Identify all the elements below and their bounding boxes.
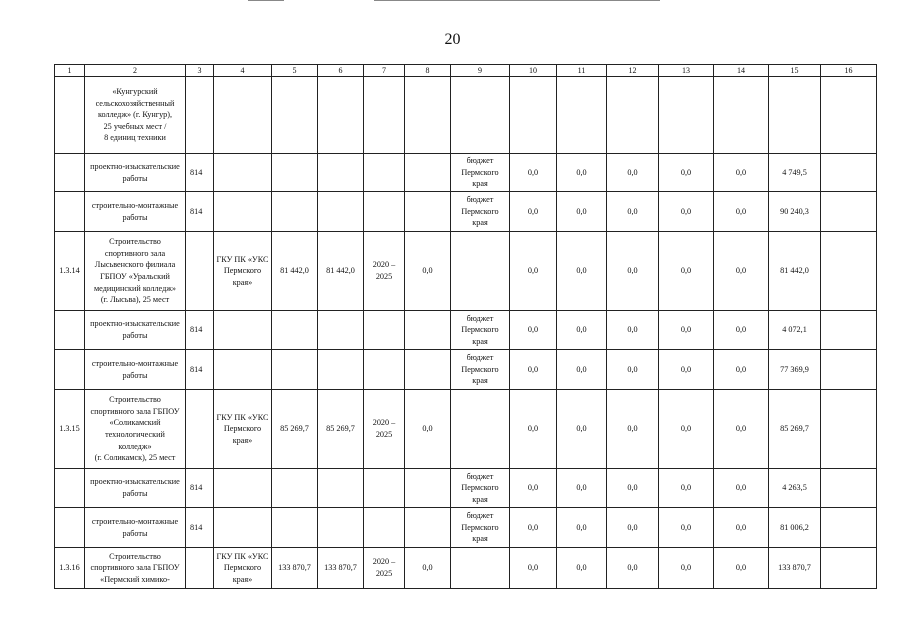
cell-year-1: 0,0: [510, 192, 557, 232]
cell-code: 814: [186, 192, 214, 232]
cell-year-3: 0,0: [607, 508, 659, 548]
cell-row-number: [55, 508, 85, 548]
cell-object-name: проектно-изыскательские работы: [85, 311, 186, 350]
column-number-year-4: 13: [659, 65, 714, 77]
column-number-funding-source: 9: [451, 65, 510, 77]
cell-row-number: [55, 192, 85, 232]
cell-funding-source: бюджет Пермского края: [451, 154, 510, 192]
cell-period: [364, 508, 405, 548]
cell-period: [364, 350, 405, 390]
cell-cost-total: [272, 192, 318, 232]
column-number-code: 3: [186, 65, 214, 77]
cell-total: 90 240,3: [769, 192, 821, 232]
cell-cost-total: 81 442,0: [272, 232, 318, 311]
cell-amount-before: 0,0: [405, 390, 451, 469]
table-body: [55, 65, 877, 589]
cell-year-1: [510, 77, 557, 154]
cell-period: [364, 154, 405, 192]
cell-notes: [821, 232, 877, 311]
cell-customer: [214, 192, 272, 232]
table-row: [55, 154, 877, 192]
cell-notes: [821, 154, 877, 192]
cell-year-4: 0,0: [659, 232, 714, 311]
cell-total: 4 749,5: [769, 154, 821, 192]
cell-year-3: 0,0: [607, 192, 659, 232]
cell-period: [364, 311, 405, 350]
cell-year-1: 0,0: [510, 469, 557, 508]
cell-period: 2020 – 2025: [364, 548, 405, 589]
cell-row-number: [55, 469, 85, 508]
cell-funding-source: бюджет Пермского края: [451, 350, 510, 390]
cell-year-1: 0,0: [510, 154, 557, 192]
cell-customer: [214, 469, 272, 508]
cell-funding-source: бюджет Пермского края: [451, 311, 510, 350]
column-number-year-3: 12: [607, 65, 659, 77]
table-row: [55, 548, 877, 589]
cell-period: [364, 469, 405, 508]
table-row: [55, 192, 877, 232]
cell-year-2: 0,0: [557, 508, 607, 548]
cell-row-number: [55, 77, 85, 154]
column-number-row-number: 1: [55, 65, 85, 77]
cell-code: 814: [186, 469, 214, 508]
cell-year-5: 0,0: [714, 469, 769, 508]
cell-year-3: [607, 77, 659, 154]
header-rule-left: [248, 0, 284, 1]
cell-code: 814: [186, 154, 214, 192]
cell-funding-source: [451, 390, 510, 469]
cell-row-number: [55, 350, 85, 390]
table-row: [55, 311, 877, 350]
header-rule-right: [374, 0, 660, 1]
cell-cost-total: 85 269,7: [272, 390, 318, 469]
cell-funding-source: [451, 232, 510, 311]
column-number-total: 15: [769, 65, 821, 77]
cell-amount-before: [405, 350, 451, 390]
cell-total: 4 072,1: [769, 311, 821, 350]
cell-year-3: 0,0: [607, 311, 659, 350]
column-number-cost-plan: 6: [318, 65, 364, 77]
cell-object-name: строительно-монтажные работы: [85, 192, 186, 232]
cell-funding-source: [451, 77, 510, 154]
cell-year-5: 0,0: [714, 192, 769, 232]
cell-year-3: 0,0: [607, 350, 659, 390]
column-number-cost-total: 5: [272, 65, 318, 77]
cell-year-2: [557, 77, 607, 154]
cell-row-number: 1.3.14: [55, 232, 85, 311]
cell-notes: [821, 77, 877, 154]
column-number-amount-before: 8: [405, 65, 451, 77]
cell-period: [364, 192, 405, 232]
cell-period: 2020 – 2025: [364, 232, 405, 311]
cell-code: [186, 232, 214, 311]
cell-year-5: 0,0: [714, 508, 769, 548]
cell-cost-plan: [318, 311, 364, 350]
cell-code: [186, 548, 214, 589]
cell-customer: [214, 154, 272, 192]
cell-year-2: 0,0: [557, 469, 607, 508]
cell-cost-total: [272, 350, 318, 390]
cell-cost-plan: [318, 350, 364, 390]
cell-notes: [821, 508, 877, 548]
cell-amount-before: [405, 508, 451, 548]
cell-customer: ГКУ ПК «УКС Пермского края»: [214, 390, 272, 469]
column-number-row: [55, 65, 877, 77]
cell-object-name: проектно-изыскательские работы: [85, 154, 186, 192]
cell-customer: [214, 311, 272, 350]
cell-notes: [821, 390, 877, 469]
cell-amount-before: [405, 192, 451, 232]
cell-notes: [821, 350, 877, 390]
cell-object-name: Строительство спортивного зала ГБПОУ «Соликамский технологический колледж» (г. Соликамск), 25 мест: [85, 390, 186, 469]
cell-year-2: 0,0: [557, 232, 607, 311]
cell-year-1: 0,0: [510, 508, 557, 548]
cell-funding-source: [451, 548, 510, 589]
cell-year-2: 0,0: [557, 154, 607, 192]
cell-year-5: 0,0: [714, 548, 769, 589]
table-row: [55, 232, 877, 311]
cell-year-5: 0,0: [714, 350, 769, 390]
cell-year-1: 0,0: [510, 311, 557, 350]
cell-customer: ГКУ ПК «УКС Пермского края»: [214, 232, 272, 311]
cell-year-4: 0,0: [659, 469, 714, 508]
page-number: 20: [444, 31, 461, 48]
cell-year-5: 0,0: [714, 311, 769, 350]
cell-amount-before: [405, 154, 451, 192]
cell-year-4: 0,0: [659, 390, 714, 469]
cell-cost-total: [272, 311, 318, 350]
column-number-period: 7: [364, 65, 405, 77]
column-number-year-2: 11: [557, 65, 607, 77]
cell-year-3: 0,0: [607, 390, 659, 469]
cell-total: 77 369,9: [769, 350, 821, 390]
cell-total: 81 006,2: [769, 508, 821, 548]
cell-year-2: 0,0: [557, 548, 607, 589]
cell-code: [186, 77, 214, 154]
cell-cost-plan: 133 870,7: [318, 548, 364, 589]
cell-year-2: 0,0: [557, 311, 607, 350]
cell-year-1: 0,0: [510, 350, 557, 390]
cell-funding-source: бюджет Пермского края: [451, 192, 510, 232]
cell-period: 2020 – 2025: [364, 390, 405, 469]
budget-table: [54, 64, 877, 589]
cell-year-4: 0,0: [659, 154, 714, 192]
cell-customer: [214, 350, 272, 390]
cell-total: 81 442,0: [769, 232, 821, 311]
cell-notes: [821, 469, 877, 508]
cell-object-name: «Кунгурский сельскохозяйственный колледж» (г. Кунгур), 25 учебных мест / 8 единиц техники: [85, 77, 186, 154]
cell-year-4: 0,0: [659, 350, 714, 390]
cell-amount-before: 0,0: [405, 548, 451, 589]
cell-cost-plan: [318, 508, 364, 548]
cell-year-4: 0,0: [659, 508, 714, 548]
cell-customer: [214, 508, 272, 548]
cell-cost-total: [272, 77, 318, 154]
cell-period: [364, 77, 405, 154]
cell-year-3: 0,0: [607, 469, 659, 508]
cell-notes: [821, 548, 877, 589]
cell-code: 814: [186, 508, 214, 548]
cell-cost-plan: [318, 192, 364, 232]
cell-year-2: 0,0: [557, 192, 607, 232]
cell-funding-source: бюджет Пермского края: [451, 508, 510, 548]
cell-object-name: строительно-монтажные работы: [85, 508, 186, 548]
cell-year-5: [714, 77, 769, 154]
cell-row-number: 1.3.16: [55, 548, 85, 589]
cell-amount-before: [405, 469, 451, 508]
cell-year-3: 0,0: [607, 548, 659, 589]
column-number-object-name: 2: [85, 65, 186, 77]
column-number-year-1: 10: [510, 65, 557, 77]
column-number-notes: 16: [821, 65, 877, 77]
cell-cost-plan: 81 442,0: [318, 232, 364, 311]
cell-year-2: 0,0: [557, 350, 607, 390]
cell-year-3: 0,0: [607, 232, 659, 311]
cell-code: [186, 390, 214, 469]
cell-object-name: строительно-монтажные работы: [85, 350, 186, 390]
cell-total: [769, 77, 821, 154]
cell-year-1: 0,0: [510, 390, 557, 469]
cell-year-4: [659, 77, 714, 154]
cell-year-4: 0,0: [659, 192, 714, 232]
cell-cost-plan: [318, 469, 364, 508]
table-row: [55, 350, 877, 390]
cell-funding-source: бюджет Пермского края: [451, 469, 510, 508]
table-row: [55, 390, 877, 469]
cell-code: 814: [186, 311, 214, 350]
cell-cost-total: [272, 154, 318, 192]
cell-cost-plan: [318, 77, 364, 154]
table-row: [55, 77, 877, 154]
table-row: [55, 508, 877, 548]
cell-row-number: [55, 311, 85, 350]
cell-total: 4 263,5: [769, 469, 821, 508]
cell-row-number: 1.3.15: [55, 390, 85, 469]
cell-year-5: 0,0: [714, 154, 769, 192]
cell-year-5: 0,0: [714, 232, 769, 311]
cell-cost-total: [272, 469, 318, 508]
cell-year-4: 0,0: [659, 548, 714, 589]
column-number-customer: 4: [214, 65, 272, 77]
cell-object-name: проектно-изыскательские работы: [85, 469, 186, 508]
cell-cost-plan: [318, 154, 364, 192]
cell-cost-total: 133 870,7: [272, 548, 318, 589]
cell-customer: ГКУ ПК «УКС Пермского края»: [214, 548, 272, 589]
cell-notes: [821, 311, 877, 350]
cell-year-5: 0,0: [714, 390, 769, 469]
cell-year-1: 0,0: [510, 232, 557, 311]
cell-cost-total: [272, 508, 318, 548]
cell-total: 85 269,7: [769, 390, 821, 469]
cell-customer: [214, 77, 272, 154]
cell-object-name: Строительство спортивного зала Лысьвенского филиала ГБПОУ «Уральский медицинский колледж» (г. Лысьва), 25 мест: [85, 232, 186, 311]
cell-total: 133 870,7: [769, 548, 821, 589]
cell-amount-before: 0,0: [405, 232, 451, 311]
cell-object-name: Строительство спортивного зала ГБПОУ «Пермский химико-: [85, 548, 186, 589]
cell-code: 814: [186, 350, 214, 390]
column-number-year-5: 14: [714, 65, 769, 77]
table-row: [55, 469, 877, 508]
cell-cost-plan: 85 269,7: [318, 390, 364, 469]
cell-notes: [821, 192, 877, 232]
cell-amount-before: [405, 77, 451, 154]
cell-year-2: 0,0: [557, 390, 607, 469]
cell-row-number: [55, 154, 85, 192]
cell-year-1: 0,0: [510, 548, 557, 589]
cell-year-3: 0,0: [607, 154, 659, 192]
cell-amount-before: [405, 311, 451, 350]
cell-year-4: 0,0: [659, 311, 714, 350]
